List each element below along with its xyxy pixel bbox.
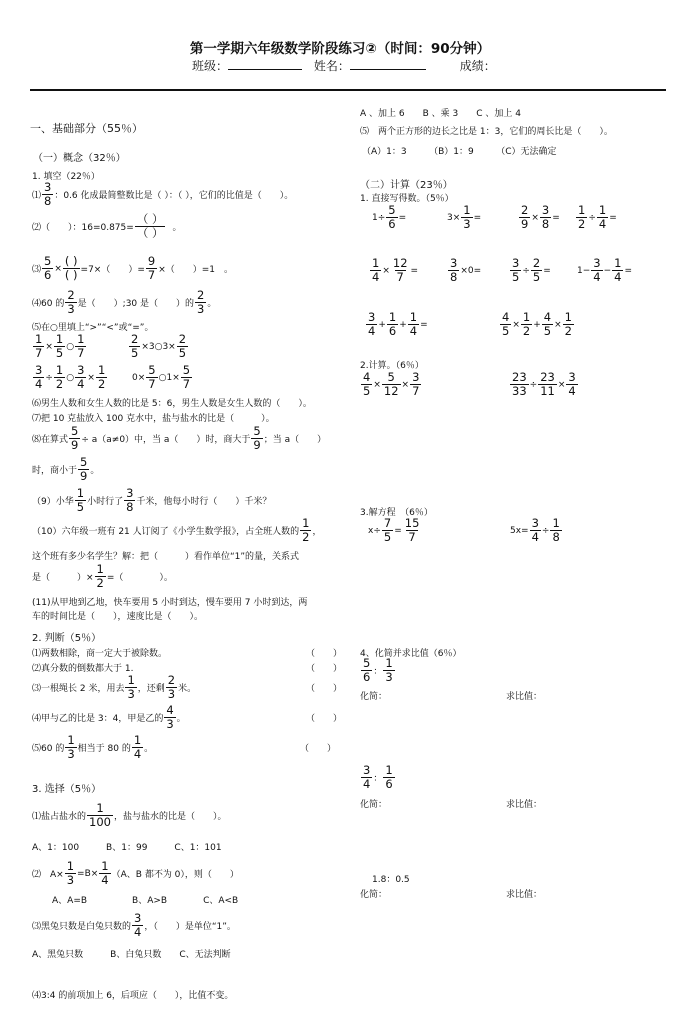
direct-r1-c4 — [575, 204, 617, 231]
fraction: $\frac{5}{6}$ — [44, 254, 52, 282]
fill-q5-text: ⑸在○里填上“>”“<”或“=”。 — [32, 323, 154, 333]
judge-q1: ⑴两数相除，商一定大于被除数。 — [32, 649, 168, 659]
simplify-label-2: 化简： — [360, 800, 388, 810]
expression-text: ÷ — [529, 379, 538, 390]
fraction: $\frac{3}{4}$ — [531, 516, 539, 544]
expression-text: × — [554, 319, 562, 330]
expression-text: ○ — [66, 341, 75, 352]
expression-text: ×3○3× — [141, 341, 176, 352]
fraction: 5 9 — [253, 424, 261, 452]
expression-text: 1− — [577, 265, 591, 276]
expression-text: ○1× — [158, 372, 180, 383]
fraction: $\frac{1}{4}$ — [614, 256, 622, 284]
choice-q5-options[interactable]: （A）1：3 （B）1：9 （C）无法确定 — [362, 147, 557, 157]
expression-text: = — [473, 212, 482, 223]
expression-text: − — [603, 265, 612, 276]
j5-pre: ⑸60 的 — [32, 744, 65, 754]
section-basic-heading: 一、基础部分（55％） — [30, 122, 143, 135]
fraction: $\frac{3}{7}$ — [412, 370, 420, 398]
judge-q5 — [32, 734, 153, 761]
fraction: 3 4 — [134, 911, 142, 939]
choice-heading: 3. 选择（5％） — [32, 784, 102, 795]
fraction: $\frac{3}{8}$ — [541, 203, 550, 231]
fraction: $\frac{3}{4}$ — [35, 363, 43, 391]
fraction: $\frac{9}{7}$ — [147, 254, 156, 282]
expression-text: ×0= — [460, 265, 482, 276]
fraction: 2 3 — [167, 673, 176, 701]
fraction: $\frac{5}{7}$ — [182, 363, 191, 391]
fraction: 1 6 — [385, 763, 393, 791]
fill-q2 — [32, 213, 181, 240]
c1-end: ，盐与盐水的比是（ ）。 — [113, 812, 227, 822]
calc2-heading: 2.计算。（6％） — [360, 361, 424, 371]
choice-q5: ⑸ 两个正方形的边长之比是 1：3，它们的周长比是（ ）。 — [360, 127, 613, 137]
compare-row1-a — [32, 333, 87, 360]
fraction: $\frac{1}{4}$ — [372, 256, 380, 284]
fraction: 1 3 — [385, 656, 393, 684]
times-sign: × — [54, 263, 62, 274]
fraction: 1 4 — [133, 733, 142, 761]
ratio-q3: 1.8：0.5 — [372, 875, 410, 885]
j3-pre: ⑶一根绳长 2 米，用去 — [32, 684, 125, 694]
choice-q1-options[interactable]: A、1：100 B、1：99 C、1：101 — [32, 843, 222, 853]
fraction: $\frac{2}{9}$ — [521, 203, 529, 231]
score-label: 成绩： — [459, 59, 496, 73]
fraction: 3 4 — [368, 310, 376, 338]
expression-text: + — [399, 319, 407, 330]
fraction: $\frac{1}{4}$ — [409, 310, 418, 338]
q3-end: ×（ ）=1 。 — [158, 265, 234, 275]
fraction: 3 4 — [363, 763, 371, 791]
expression-text: ○ — [66, 372, 75, 383]
c2-mid: =B× — [77, 868, 99, 879]
fraction: 1 3 — [127, 673, 135, 701]
expression-text: = — [543, 265, 551, 276]
fraction: $\frac{3}{4}$ — [593, 256, 601, 284]
fraction: $\frac{23}{11}$ — [540, 370, 555, 398]
expression-text: 1÷ — [372, 212, 386, 223]
fraction: $\frac{3}{4}$ — [77, 363, 85, 391]
fraction: $\frac{1}{5}$ — [55, 332, 64, 360]
fraction: 1 100 — [89, 801, 111, 829]
q2-end: 。 — [172, 223, 182, 233]
fraction: $\frac{5}{6}$ — [388, 203, 396, 231]
fraction: 5 6 — [363, 656, 371, 684]
class-label: 班级： — [192, 59, 229, 73]
value-label-3: 求比值： — [506, 890, 543, 900]
expression-text: 5x= — [510, 525, 529, 536]
direct-r2-c1 — [369, 257, 418, 284]
compare-row2-a — [32, 364, 108, 391]
c3-end: ，（ ）是单位“1”。 — [144, 922, 236, 932]
expression-text: = — [398, 212, 407, 223]
expression-text: = — [410, 265, 419, 276]
fraction: $\frac{1}{7}$ — [35, 332, 43, 360]
expression-text: × — [373, 379, 381, 390]
page-title: 第一学期六年级数学阶段练习②（时间：90分钟） — [189, 41, 491, 57]
simplify-label-1: 化简： — [360, 692, 388, 702]
choice-q3-options[interactable]: A、黑兔只数 B、白兔只数 C、无法判断 — [32, 950, 231, 960]
expression-text: = — [394, 525, 402, 536]
judge-q3 — [32, 674, 196, 701]
fraction: $\frac{12}{7}$ — [392, 256, 408, 284]
student-info-row — [192, 57, 496, 74]
direct-answer-heading: 1. 直接写得数。（5％） — [360, 194, 454, 204]
header-divider — [30, 89, 666, 91]
fraction: $\frac{5}{7}$ — [148, 363, 156, 391]
expression-text: 0× — [132, 372, 146, 383]
q9-mid: 小时行了 — [87, 497, 124, 507]
fraction: $\frac{3}{4}$ — [568, 370, 576, 398]
c2-pre: ⑵ A× — [32, 870, 64, 880]
compare-row1-b — [128, 333, 189, 360]
fraction: $\frac{2}{5}$ — [131, 332, 139, 360]
q8-pre: ⑻在算式 — [32, 435, 69, 445]
judge-answer-3[interactable]: （ ） — [306, 684, 343, 694]
direct-r2-c4 — [577, 257, 632, 284]
fraction: $\frac{1}{3}$ — [66, 859, 75, 887]
q10-line3-pre: 是（ ）× — [32, 573, 94, 583]
c1-pre: ⑴盐占盐水的 — [32, 812, 87, 822]
expression-text: ： — [373, 774, 383, 784]
expression-text: ÷ — [541, 525, 550, 536]
expression-text: 3× — [447, 212, 461, 223]
expression-text: ÷ — [45, 372, 53, 383]
q1-text: ：0.6 化成最简整数比是（ ）：（ ），它们的比值是（ ）。 — [54, 191, 294, 201]
q3-mid: =7×（ ）= — [80, 265, 145, 275]
choice-q1 — [32, 802, 226, 829]
fraction: 2 3 — [197, 288, 205, 316]
q8-end: ；当 a（ ） — [263, 435, 327, 445]
choice-q2 — [32, 860, 239, 887]
fill-q11-line1: (11)从甲地到乙地，快车要用 5 小时到达，慢车要用 7 小时到达，两 — [32, 598, 308, 608]
ratio-q2 — [360, 764, 396, 791]
fraction: 1 7 — [77, 332, 85, 360]
equation-b — [510, 517, 563, 544]
calc2-b — [509, 371, 579, 398]
j5-mid: 相当于 80 的 — [77, 744, 131, 754]
expression-text: × — [557, 379, 566, 390]
q4-end: 。 — [207, 299, 217, 309]
fill-q8-line1 — [32, 425, 326, 452]
expression-text: + — [533, 319, 541, 330]
expression-text: = — [420, 319, 428, 330]
fraction: $\frac{1}{2}$ — [55, 363, 64, 391]
q1-number: ⑴ — [32, 191, 42, 201]
fill-q1 — [32, 181, 293, 208]
expression-text: ÷ — [522, 265, 530, 276]
fill-q9 — [32, 487, 271, 514]
fraction: $\frac{1}{6}$ — [388, 310, 397, 338]
class-blank — [228, 58, 302, 70]
fill-q7: ⑺把 10 克盐放入 100 克水中，盐与盐水的比是（ ）。 — [32, 414, 275, 424]
direct-r2-c2 — [447, 257, 481, 284]
expression-text: × — [512, 319, 520, 330]
fraction: 1 2 — [302, 516, 310, 544]
judge-answer-4[interactable]: （ ） — [306, 714, 343, 724]
fraction: 1 3 — [67, 733, 75, 761]
fraction: $\frac{5}{12}$ — [383, 370, 399, 398]
calc2-a — [360, 371, 422, 398]
c3-pre: ⑶黑兔只数是白兔只数的 — [32, 922, 132, 932]
q10-pre: （10）六年级一班有 21 人订阅了《小学生数学报》，占全班人数的 — [32, 527, 300, 537]
q8-mid: ÷ a（a≠0）中，当 a（ ）时，商大于 — [81, 435, 251, 445]
fraction: $\frac{4}{5}$ — [363, 370, 371, 398]
fill-q10-line2: 这个班有多少名学生？解：把（ ）看作单位“1”的量，关系式 — [32, 552, 300, 562]
fraction: $\frac{1}{8}$ — [552, 516, 560, 544]
direct-r1-c3 — [518, 204, 560, 231]
j3-mid: ，还剩 — [137, 684, 165, 694]
j3-end: 米。 — [178, 684, 197, 694]
fill-q11-line2: 车的时间比是（ ），速度比是（ ）。 — [32, 612, 204, 622]
fraction: $\frac{7}{5}$ — [383, 516, 392, 544]
section-concept-heading: （一）概念（32％） — [33, 153, 126, 164]
fraction: $\frac{3}{5}$ — [512, 256, 520, 284]
fill-q3 — [32, 255, 233, 282]
j5-end: 。 — [144, 744, 154, 754]
c2-end: （A、B 都不为 0），则（ ） — [111, 870, 239, 880]
value-label-1: 求比值： — [506, 692, 543, 702]
blank-fraction[interactable]: （ ） （ ） — [136, 212, 164, 240]
judge-heading: 2. 判断（5％） — [32, 633, 102, 644]
name-blank — [350, 58, 426, 70]
judge-answer-1[interactable]: （ ） — [306, 649, 343, 659]
choice-q3 — [32, 912, 236, 939]
expression-text: × — [401, 379, 410, 390]
expression-text: × — [531, 212, 539, 223]
direct-r1-c1 — [372, 204, 406, 231]
equation-heading: 3.解方程 （6％） — [360, 508, 433, 518]
choice-q4: ⑷3:4 的前项加上 6，后项应（ ），比值不变。 — [32, 991, 234, 1001]
direct-r3-c2 — [499, 311, 575, 338]
fraction: $\frac{4}{5}$ — [543, 310, 552, 338]
fraction: $\frac{1}{2}$ — [96, 562, 104, 590]
fraction: $\frac{15}{7}$ — [404, 516, 420, 544]
q3-number: ⑶ — [32, 265, 42, 275]
choice-q4-options[interactable]: A 、加上 6 B 、乘 3 C 、加上 4 — [360, 109, 521, 119]
expression-text: = — [552, 212, 560, 223]
expression-text: ÷ — [588, 212, 596, 223]
ratio-heading: 4、化简并求比值（6％） — [360, 649, 462, 659]
fraction: $\frac{1}{4}$ — [101, 859, 109, 887]
expression-text: + — [378, 319, 386, 330]
equation-a — [368, 517, 422, 544]
fraction: $\frac{2}{5}$ — [178, 332, 187, 360]
fill-q6: ⑹男生人数和女生人数的比是 5：6，男生人数是女生人数的（ ）。 — [32, 399, 312, 409]
q8-line2-end: 。 — [90, 466, 100, 476]
q8-line2-pre: 时，商小于 — [32, 466, 78, 476]
direct-r3-c1 — [365, 311, 428, 338]
q10-line3-end: =（ ）。 — [106, 573, 173, 583]
q9-pre: （9）小华 — [32, 497, 74, 507]
fraction: $\frac{1}{2}$ — [578, 203, 586, 231]
compare-row2-b — [132, 364, 193, 391]
j4-end: 。 — [176, 714, 186, 724]
fill-q10-line3 — [32, 563, 173, 590]
fraction: $\frac{3}{8}$ — [450, 256, 458, 284]
fraction: 4 3 — [166, 703, 174, 731]
expression-text: × — [87, 372, 95, 383]
fraction: $\frac{1}{3}$ — [463, 203, 471, 231]
simplify-label-3: 化简： — [360, 890, 388, 900]
fraction: 2 3 — [67, 288, 75, 316]
direct-r1-c2 — [447, 204, 481, 231]
judge-answer-5[interactable]: （ ） — [300, 744, 337, 754]
fraction: 3 8 — [44, 180, 52, 208]
fraction: $\frac{1}{2}$ — [564, 310, 572, 338]
fraction: $\frac{2}{5}$ — [532, 256, 541, 284]
fraction: $\frac{1}{4}$ — [598, 203, 607, 231]
expression-text: = — [609, 212, 617, 223]
direct-r2-c3 — [509, 257, 551, 284]
fill-q8-line2 — [32, 456, 99, 483]
expression-text: = — [624, 265, 633, 276]
judge-q2: ⑵真分数的倒数都大于 1. — [32, 664, 134, 674]
fraction: $\frac{4}{5}$ — [502, 310, 510, 338]
fill-q10-line1 — [32, 517, 321, 544]
expression-text: × — [45, 341, 53, 352]
j4-pre: ⑷甲与乙的比是 3：4，甲是乙的 — [32, 714, 164, 724]
fraction: $\frac{1}{2}$ — [97, 363, 106, 391]
ratio-q1 — [360, 657, 396, 684]
q10-end: ， — [312, 527, 322, 537]
fraction: $\frac{5}{9}$ — [71, 424, 79, 452]
expression-text: ： — [373, 667, 383, 677]
expression-text: × — [382, 265, 390, 276]
fill-blank-heading: 1. 填空（22％） — [32, 172, 100, 182]
expression-text: x÷ — [368, 525, 381, 536]
fraction: $\frac{1}{2}$ — [522, 310, 531, 338]
name-label: 姓名： — [313, 59, 350, 73]
fraction: 3 8 — [126, 486, 134, 514]
fraction: $\frac{23}{33}$ — [512, 370, 527, 398]
choice-q2-options[interactable]: A、A=B B、A>B C、A<B — [52, 896, 239, 906]
q4-mid: 是（ ）;30 是（ ）的 — [77, 299, 195, 309]
fraction: 5 9 — [80, 455, 88, 483]
q4-pre: ⑷60 的 — [32, 299, 65, 309]
fill-q4 — [32, 289, 216, 316]
value-label-2: 求比值： — [506, 800, 543, 810]
q2-text: ⑵（ ）：16=0.875= — [32, 223, 134, 233]
q9-end: 千米，他每小时行（ ）千米？ — [136, 497, 272, 507]
blank-fraction[interactable]: ( ) ( ) — [64, 254, 78, 282]
fraction: 1 5 — [76, 486, 85, 514]
judge-q4 — [32, 704, 186, 731]
section-calc-heading: （二）计算（23％） — [360, 180, 453, 191]
judge-answer-2[interactable]: （ ） — [306, 664, 343, 674]
